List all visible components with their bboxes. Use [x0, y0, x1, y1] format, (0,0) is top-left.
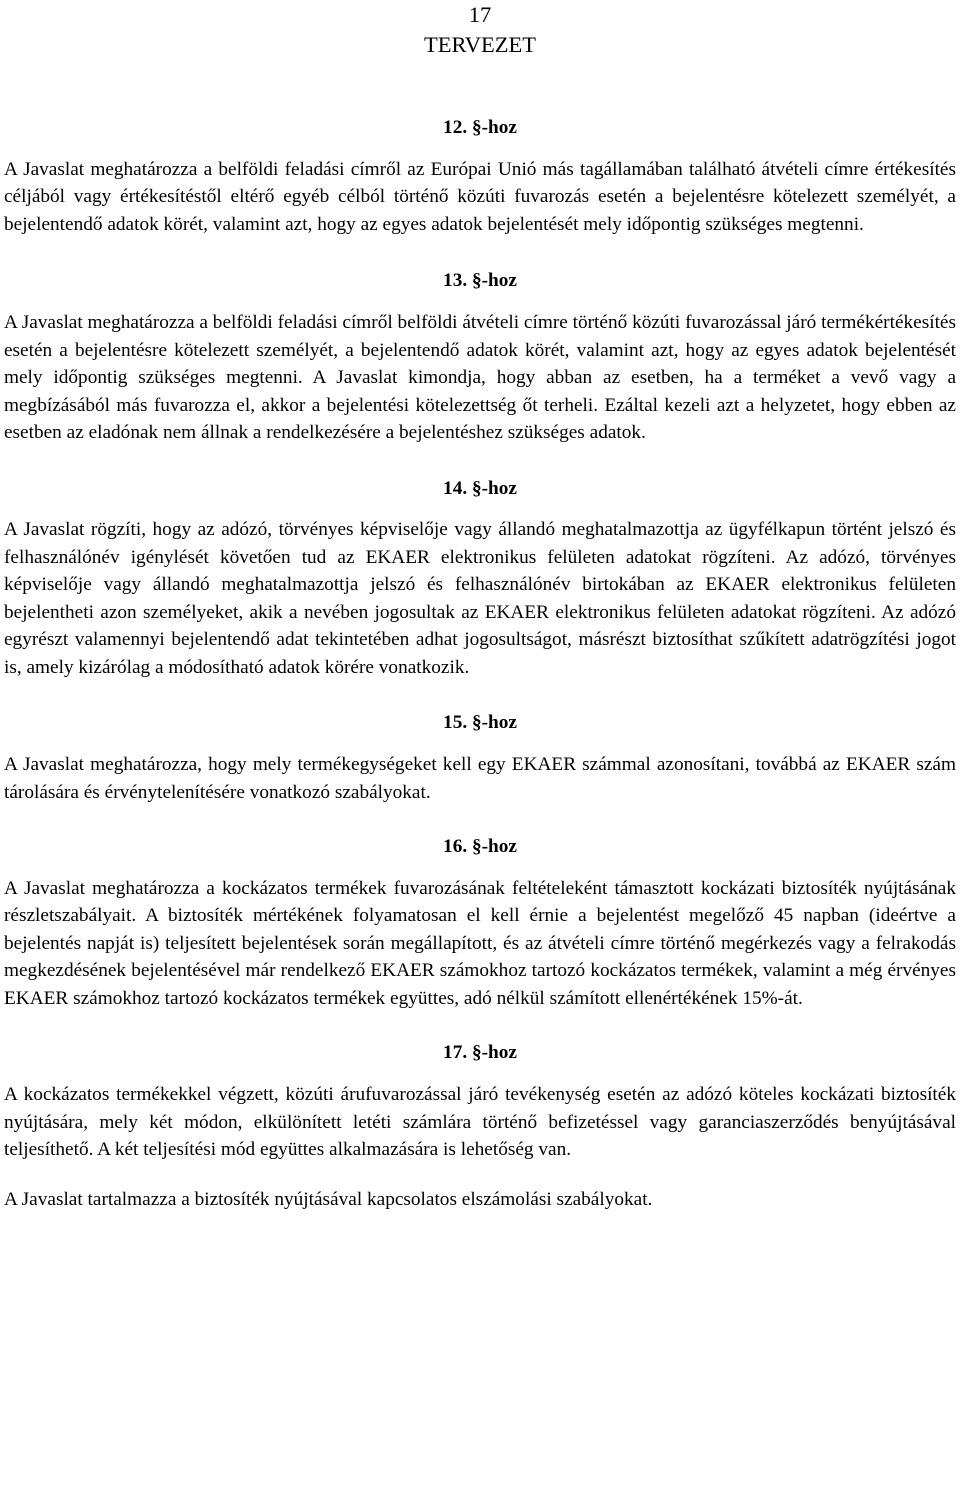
section-paragraph: A kockázatos termékekkel végzett, közúti árufuvarozással járó tevékenység esetén az adózó köteles kockázati biztosíték nyújtására, mely két módon, elkülönített letéti számlára történő befizetéssel vagy garanciaszerződés benyújtásával teljesíthető. A két teljesítési mód együttes alkalmazására is lehetőség van. [4, 1084, 956, 1161]
section-paragraph: A Javaslat meghatározza a kockázatos termékek fuvarozásának feltételeként támasztott kockázati biztosíték nyújtásának részletszabályait. A biztosíték mértékének folyamatosan el kell érnie a bejelentést megelőző 45 napban (ideértve a bejelentés napját is) teljesített bejelentések során megállapított, és az átvételi címre történő megérkezés vagy a felrakodás megkezdésének bejelentésével már rendelkező EKAER számokhoz tartozó kockázatos termékek, valamint a még érvényes EKAER számokhoz tartozó kockázatos termékek együttes, adó nélkül számított ellenértékének 15%-át. [4, 877, 956, 1009]
closing-paragraph: A Javaslat tartalmazza a biztosíték nyújtásával kapcsolatos elszámolási szabályokat. [4, 1188, 653, 1210]
section-15 [4, 709, 956, 806]
section-heading: 15. §-hoz [443, 712, 517, 734]
section-heading: 13. §-hoz [443, 270, 517, 292]
section-14 [4, 475, 956, 682]
section-heading: 12. §-hoz [443, 117, 517, 138]
section-heading: 17. §-hoz [443, 1042, 517, 1064]
section-12 [4, 114, 956, 238]
section-paragraph: A Javaslat meghatározza, hogy mely termékegységeket kell egy EKAER számmal azonosítani, továbbá az EKAER szám tárolására és érvénytelenítésére vonatkozó szabályokat. [4, 754, 956, 803]
section-paragraph: A Javaslat meghatározza a belföldi feladási címről belföldi átvételi címre történő közúti fuvarozással járó termékértékesítés esetén a bejelentésre kötelezett személyét, a bejelentendő adatok körét, valamint azt, hogy az egyes adatok bejelentését mely időpontig szükséges megtenni. A Javaslat kimondja, hogy abban az esetben, ha a terméket a vevő vagy a megbízásából más fuvarozza el, akkor a bejelentési kötelezettség őt terheli. Ezáltal kezeli azt a helyzetet, hogy ebben az esetben az eladónak nem állnak a rendelkezésére a bejelentéshez szükséges adatok. [4, 312, 956, 444]
section-17 [4, 1039, 956, 1163]
section-13 [4, 267, 956, 446]
section-heading: 16. §-hoz [443, 836, 517, 858]
section-16 [4, 833, 956, 1012]
page-header [4, 0, 956, 60]
section-heading: 14. §-hoz [443, 477, 517, 499]
page-number: 17 [468, 2, 492, 27]
draft-label: TERVEZET [424, 32, 536, 57]
section-paragraph: A Javaslat rögzíti, hogy az adózó, törvényes képviselője vagy állandó meghatalmazottja az ügyfélkapun történt jelszó és felhasználónév igénylését követően tud az EKAER elektronikus felületen adatokat rögzíteni. Az adózó, törvényes képviselője vagy állandó meghatalmazottja jelszó és felhasználónév birtokában az EKAER elektronikus felületen bejelentheti azon személyeket, akik a nevében jogosultak az EKAER elektronikus felületen adatokat rögzíteni. Az adózó egyrészt valamennyi bejelentendő adat tekintetében adhat jogosultságot, másrészt biztosíthat szűkített adatrögzítési jogot is, amely kizárólag a módosítható adatok körére vonatkozik. [4, 519, 956, 678]
section-paragraph: A Javaslat meghatározza a belföldi feladási címről az Európai Unió más tagállamában található átvételi címre értékesítés céljából vagy értékesítéstől eltérő egyéb célból történő közúti fuvarozás esetén a bejelentésre kötelezett személyét, a bejelentendő adatok körét, valamint azt, hogy az egyes adatok bejelentését mely időpontig szükséges megtenni. [4, 158, 956, 235]
